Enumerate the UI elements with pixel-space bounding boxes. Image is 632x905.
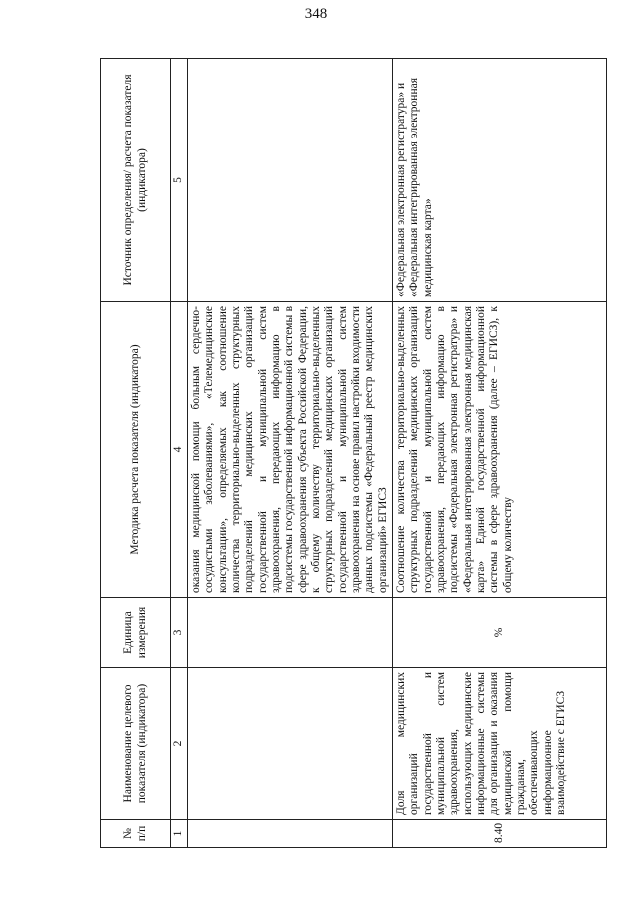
header-source: Источник определения/ расчета показателя (индикатора) [101,59,171,302]
rotated-table-container [100,58,587,848]
row-indicator-name: Доля медицинских организаций государственной и муниципальной систем здравоохранения, использующих медицинские информационные системы для организации и оказания медицинской помощи гражданам, обеспечивающих информационное взаимодействие с ЕГИСЗ [392,668,606,820]
header-indicator-name: Наименование целевого показателя (индикатора) [101,668,171,820]
page-number: 348 [304,6,328,22]
row-method: Соотношение количества территориально-выделенных структурных подразделений медицинских организаций государственной и муниципальной систем здравоохранения, передающих информацию в подсистемы «Федеральная электронная регистратура» и «Федеральная интегрированная электронная медицинская карта» Единой государственной информационной системы в сфере здравоохранения (далее – ЕГИСЗ), к общему количеству [392,302,606,598]
row-number [188,820,393,848]
column-numbers-row [171,59,188,848]
column-number: 2 [171,668,188,820]
row-indicator-name [188,668,393,820]
column-number: 4 [171,302,188,598]
table-row [188,59,393,848]
indicators-table [100,58,607,848]
row-unit: % [392,598,606,668]
row-number: 8.40 [392,820,606,848]
header-unit: Единица измерения [101,598,171,668]
row-unit [188,598,393,668]
header-method: Методика расчета показателя (индикатора) [101,302,171,598]
column-number: 1 [171,820,188,848]
column-number: 5 [171,59,188,302]
column-number: 3 [171,598,188,668]
row-source [188,59,393,302]
header-number: № п/п [101,820,171,848]
row-method: оказания медицинской помощи больным сердечно-сосудистыми заболеваниями», «Телемедицинские консультации», определяемых как соотношение количества территориально-выделенных структурных подразделений медицинских организаций государственной и муниципальной систем здравоохранения, передающих информацию в подсистемы государственной информационной системы в сфере здравоохранения субъекта Российской Федерации, к общему количеству территориально-выделенных структурных подразделений медицинских организаций государственной и муниципальной систем здравоохранения на основе правил настройки входимости данных подсистемы «Федеральный реестр медицинских организаций» ЕГИСЗ [188,302,393,598]
table-header-row [101,59,171,848]
table-row [392,59,606,848]
row-source: «Федеральная электронная регистратура» и «Федеральная интегрированная электронная медицинская карта» [392,59,606,302]
